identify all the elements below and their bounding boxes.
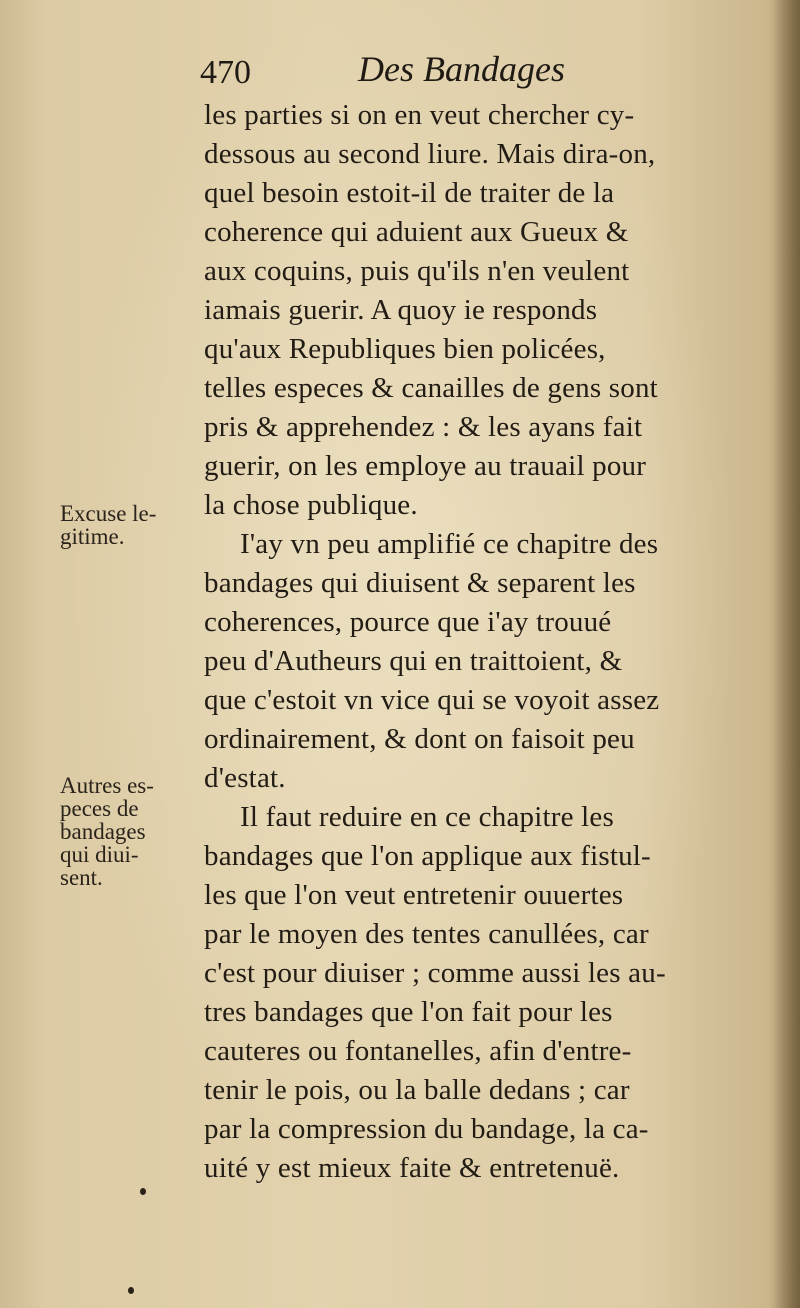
text-line: par le moyen des tentes canullées, car [204,918,649,950]
text-line: les que l'on veut entretenir ouuertes [204,879,624,911]
ink-speck [128,1287,134,1294]
text-line: telles especes & canailles de gens sont [204,372,658,404]
running-title: Des Bandages [358,49,565,89]
text-line: par la compression du bandage, la ca- [204,1113,649,1145]
text-line: bandages que l'on applique aux fistul- [204,840,651,872]
text-line: dessous au second liure. Mais dira-on, [204,138,656,170]
margin-note-line: sent. [60,865,103,890]
text-line: tenir le pois, ou la balle dedans ; car [204,1074,630,1106]
margin-note-line: Autres es- [60,773,154,798]
text-line: peu d'Autheurs qui en traittoient, & [204,645,623,677]
margin-note-line: qui diui- [60,842,139,867]
margin-note [60,502,156,548]
text-line: coherences, pource que i'ay trouué [204,606,612,638]
text-line: cauteres ou fontanelles, afin d'entre- [204,1035,632,1067]
text-line: guerir, on les employe au trauail pour [204,450,647,482]
text-line: que c'estoit vn vice qui se voyoit assez [204,684,660,716]
ink-speck [140,1188,146,1195]
margin-note-line: Excuse le- [60,501,157,526]
text-line: aux coquins, puis qu'ils n'en veulent [204,255,630,287]
text-line: bandages qui diuisent & separent les [204,567,636,599]
text-line: d'estat. [204,762,286,794]
text-line: ordinairement, & dont on faisoit peu [204,723,635,755]
body-text [204,96,760,1188]
text-line: iamais guerir. A quoy ie responds [204,294,598,326]
page-number: 470 [200,54,251,91]
text-line: coherence qui aduient aux Gueux & [204,216,629,248]
text-line: uité y est mieux faite & entretenuë. [204,1152,620,1184]
text-line: la chose publique. [204,489,418,521]
margin-note-line: peces de [60,796,139,821]
paragraph-start-line: Il faut reduire en ce chapitre les [240,801,614,833]
margin-note-line: gitime. [60,524,125,549]
text-line: tres bandages que l'on fait pour les [204,996,613,1028]
page-header [200,48,620,96]
text-line: les parties si on en veut chercher cy- [204,99,635,131]
text-line: pris & apprehendez : & les ayans fait [204,411,643,443]
text-line: quel besoin estoit-il de traiter de la [204,177,615,209]
margin-note-line: bandages [60,819,146,844]
margin-note [60,774,154,889]
paragraph-start-line: I'ay vn peu amplifié ce chapitre des [240,528,659,560]
text-line: c'est pour diuiser ; comme aussi les au- [204,957,666,989]
text-line: qu'aux Republiques bien policées, [204,333,606,365]
